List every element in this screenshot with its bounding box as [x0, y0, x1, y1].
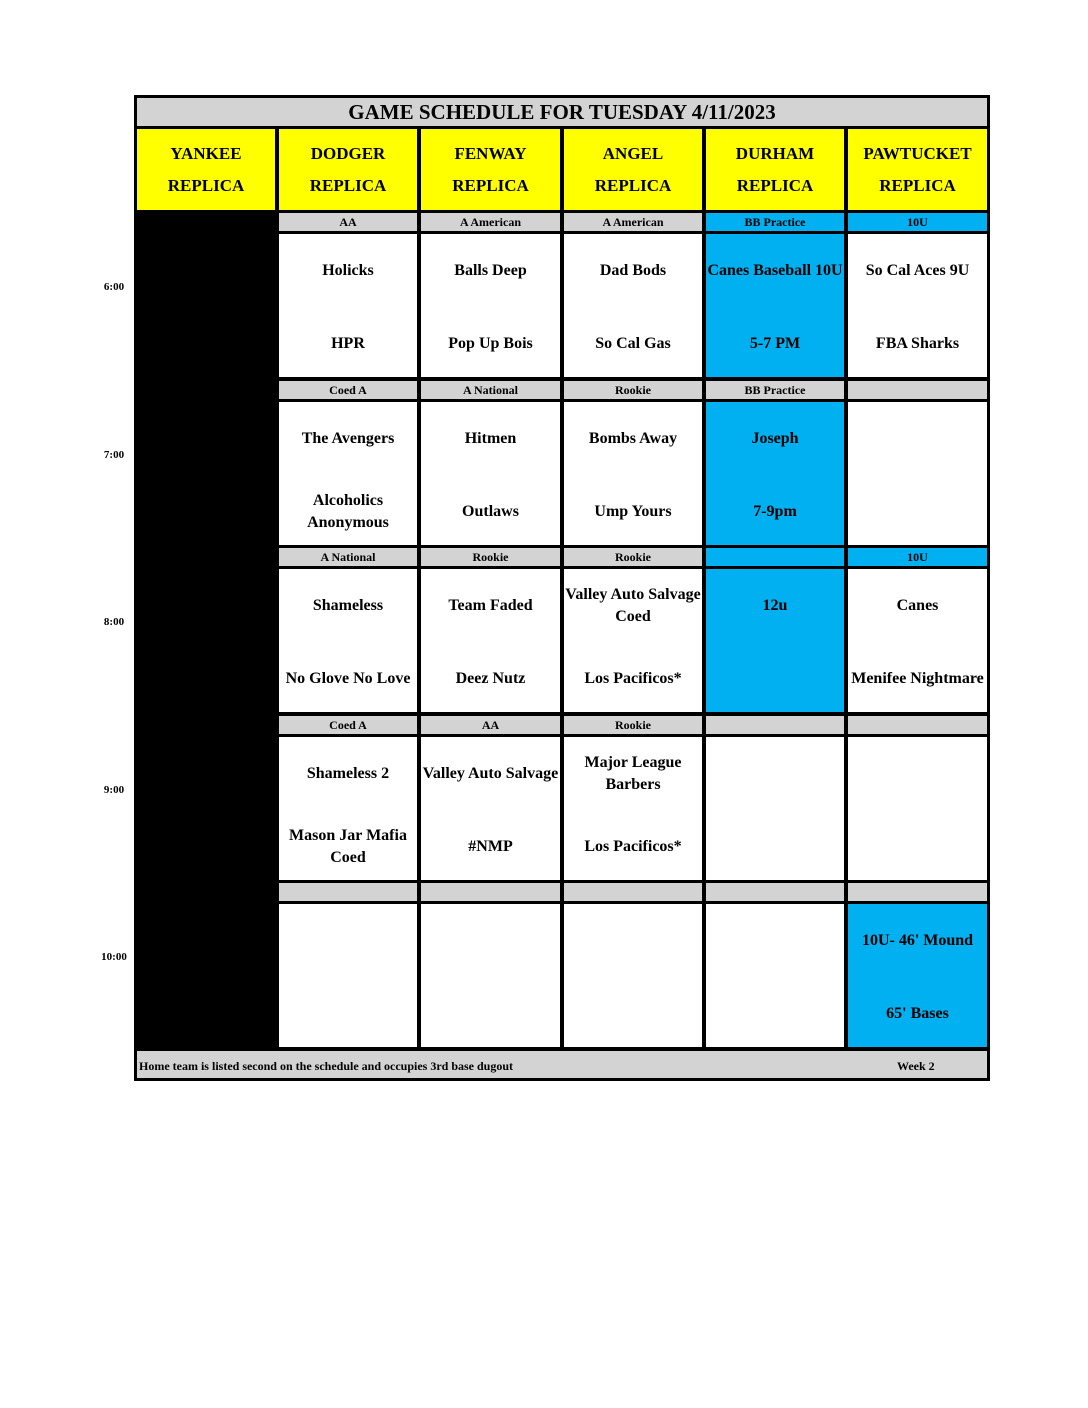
home-team: 7-9pm — [753, 503, 797, 520]
division-label: Rookie — [564, 381, 702, 399]
home-team — [848, 487, 987, 537]
home-team: Alcoholics Anonymous — [307, 492, 389, 531]
division-label: Rookie — [564, 716, 702, 734]
division-label — [848, 883, 987, 901]
away-team: Hitmen — [464, 430, 517, 447]
away-team: 10U- 46' Mound — [861, 932, 974, 949]
away-team: Shameless 2 — [306, 765, 390, 782]
home-team: Los Pacificos* — [584, 838, 682, 855]
away-team — [279, 916, 417, 966]
division-label: Coed A — [279, 381, 417, 399]
field-header-angel — [564, 129, 702, 210]
away-team: Dad Bods — [599, 262, 667, 279]
field-header-yankee — [137, 129, 275, 210]
field-sub: REPLICA — [452, 175, 529, 195]
time-label: 8:00 — [103, 616, 125, 628]
time-label: 6:00 — [103, 281, 125, 293]
game-cell — [279, 569, 417, 712]
division-label: 10U — [848, 548, 987, 566]
home-team: So Cal Gas — [595, 335, 671, 352]
game-cell — [421, 904, 560, 1047]
game-cell — [706, 402, 844, 545]
game-cell — [848, 737, 987, 880]
home-team — [421, 989, 560, 1039]
home-team — [564, 989, 702, 1039]
division-label: A American — [564, 213, 702, 231]
yankee-closed-column — [137, 213, 275, 1049]
footer-note: Home team is listed second on the schedule and occupies 3rd base dugout — [139, 1059, 514, 1073]
away-team: The Avengers — [301, 430, 395, 447]
game-cell — [564, 234, 702, 377]
division-label — [421, 883, 560, 901]
home-team: No Glove No Love — [285, 670, 411, 687]
home-team: FBA Sharks — [875, 335, 960, 352]
time-label: 7:00 — [103, 449, 125, 461]
game-cell — [279, 737, 417, 880]
home-team — [848, 822, 987, 872]
division-label: A American — [421, 213, 560, 231]
home-team: Los Pacificos* — [584, 670, 682, 687]
schedule-grid — [134, 95, 990, 1081]
home-team: Pop Up Bois — [448, 335, 533, 352]
home-team — [279, 989, 417, 1039]
field-name: DODGER — [310, 143, 386, 163]
game-cell — [279, 234, 417, 377]
schedule-title: GAME SCHEDULE FOR TUESDAY 4/11/2023 — [137, 98, 987, 126]
away-team: Shameless — [312, 597, 384, 614]
field-sub: REPLICA — [167, 175, 245, 195]
away-team — [848, 749, 987, 799]
division-label: AA — [421, 716, 560, 734]
field-name: ANGEL — [602, 143, 664, 163]
away-team — [706, 749, 844, 799]
game-cell — [279, 904, 417, 1047]
game-cell — [421, 402, 560, 545]
division-label: A National — [421, 381, 560, 399]
division-label — [706, 716, 844, 734]
game-cell — [848, 569, 987, 712]
field-header-dodger — [279, 129, 417, 210]
home-team: Deez Nutz — [455, 670, 526, 687]
away-team: 12u — [762, 597, 788, 614]
home-team: HPR — [331, 335, 365, 352]
away-team — [848, 414, 987, 464]
away-team: Major League Barbers — [584, 754, 682, 793]
game-cell — [564, 402, 702, 545]
away-team: Bombs Away — [588, 430, 678, 447]
game-cell — [848, 904, 987, 1047]
game-cell — [848, 234, 987, 377]
away-team — [564, 916, 702, 966]
game-cell — [564, 904, 702, 1047]
game-cell — [706, 569, 844, 712]
game-cell — [706, 904, 844, 1047]
home-team: 65' Bases — [886, 1005, 949, 1022]
game-cell — [279, 402, 417, 545]
home-team: Mason Jar Mafia Coed — [289, 827, 407, 866]
division-label: A National — [279, 548, 417, 566]
away-team: Holicks — [322, 262, 374, 279]
away-team: Team Faded — [448, 597, 533, 614]
field-name: FENWAY — [454, 143, 527, 163]
field-name: DURHAM — [735, 143, 815, 163]
away-team: Canes — [896, 597, 939, 614]
field-sub: REPLICA — [879, 175, 956, 195]
game-cell — [421, 234, 560, 377]
division-label: Rookie — [564, 548, 702, 566]
home-team — [706, 822, 844, 872]
time-label: 10:00 — [101, 951, 127, 963]
division-label — [564, 883, 702, 901]
field-name: YANKEE — [170, 143, 242, 163]
away-team: Joseph — [751, 430, 799, 447]
home-team: Ump Yours — [594, 503, 672, 520]
game-cell — [564, 569, 702, 712]
game-cell — [421, 737, 560, 880]
field-name: PAWTUCKET — [863, 143, 972, 163]
division-label: AA — [279, 213, 417, 231]
game-cell — [421, 569, 560, 712]
away-team — [421, 916, 560, 966]
home-team: 5-7 PM — [749, 335, 801, 352]
game-cell — [564, 737, 702, 880]
division-label — [848, 381, 987, 399]
division-label: BB Practice — [706, 213, 844, 231]
division-label: 10U — [848, 213, 987, 231]
division-label — [848, 716, 987, 734]
field-sub: REPLICA — [736, 175, 814, 195]
division-label: Rookie — [421, 548, 560, 566]
game-cell — [848, 402, 987, 545]
field-header-durham — [706, 129, 844, 210]
division-label: BB Practice — [706, 381, 844, 399]
division-label — [706, 883, 844, 901]
field-sub: REPLICA — [309, 175, 387, 195]
division-label — [279, 883, 417, 901]
game-cell — [706, 737, 844, 880]
time-label: 9:00 — [103, 784, 125, 796]
away-team: So Cal Aces 9U — [865, 262, 970, 279]
home-team: #NMP — [468, 838, 513, 855]
field-sub: REPLICA — [594, 175, 672, 195]
home-team: Menifee Nightmare — [851, 670, 984, 687]
division-label — [706, 548, 844, 566]
away-team: Balls Deep — [454, 262, 527, 279]
home-team: Outlaws — [462, 503, 519, 520]
field-header-fenway — [421, 129, 560, 210]
footer-week: Week 2 — [897, 1059, 935, 1073]
away-team: Canes Baseball 10U — [707, 262, 843, 279]
away-team: Valley Auto Salvage Coed — [565, 586, 701, 625]
away-team: Valley Auto Salvage — [422, 765, 559, 782]
away-team — [706, 916, 844, 966]
division-label: Coed A — [279, 716, 417, 734]
game-cell — [706, 234, 844, 377]
field-header-pawtucket — [848, 129, 987, 210]
home-team — [706, 654, 844, 704]
footer-bar — [137, 1051, 987, 1078]
home-team — [706, 989, 844, 1039]
